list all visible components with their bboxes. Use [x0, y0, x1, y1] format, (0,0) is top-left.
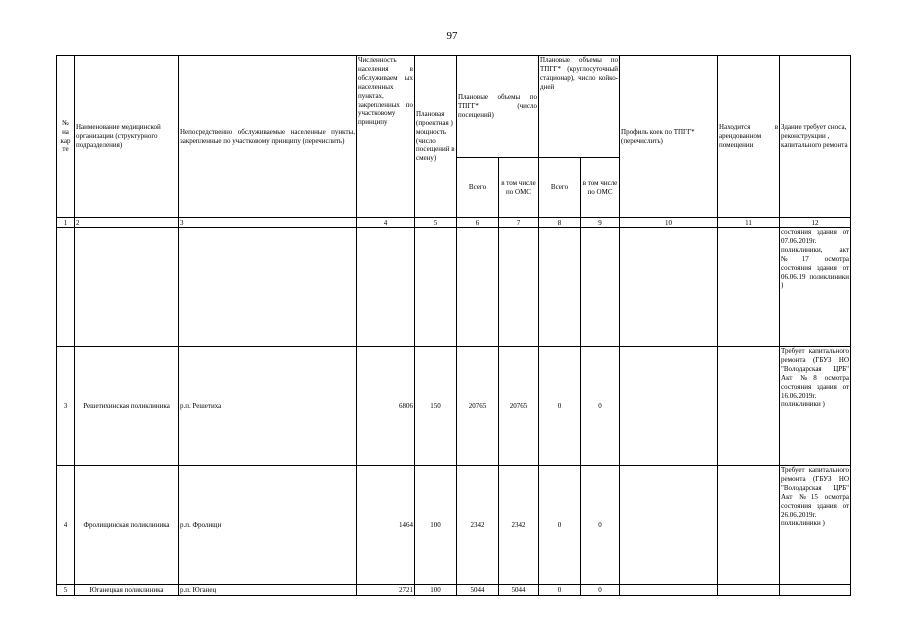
rented-premises	[718, 347, 780, 466]
visits-total: 5044	[457, 585, 499, 596]
column-number: 10	[620, 218, 718, 228]
rented-premises	[718, 228, 780, 347]
organization-name: Юганецкая поликлиника	[75, 585, 179, 596]
building-notes: Требует капитального ремонта (ГБУЗ НО "Володарская ЦРБ" Акт №8 осмотра состояния здания от 16.06.2019г. поликлиники )	[780, 347, 851, 466]
beds-oms	[581, 228, 620, 347]
table-row	[57, 347, 851, 466]
header-col8: Всего	[539, 158, 581, 218]
population: 2721	[357, 585, 415, 596]
capacity: 100	[415, 466, 457, 585]
column-number: 4	[357, 218, 415, 228]
header-col10: Профиль коек по ТПГГ* (перечислить)	[620, 56, 718, 218]
column-number: 2	[75, 218, 179, 228]
visits-oms	[499, 228, 539, 347]
visits-oms: 5044	[499, 585, 539, 596]
table-row	[57, 228, 851, 347]
building-notes	[780, 585, 851, 596]
settlements	[179, 228, 357, 347]
header-col1: № на кар те	[57, 56, 75, 218]
column-number: 1	[57, 218, 75, 228]
beds-oms: 0	[581, 466, 620, 585]
bed-profile	[620, 347, 718, 466]
visits-total: 20765	[457, 347, 499, 466]
row-number: 5	[57, 585, 75, 596]
capacity: 150	[415, 347, 457, 466]
row-number: 3	[57, 347, 75, 466]
header-col6: Всего	[457, 158, 499, 218]
column-number: 5	[415, 218, 457, 228]
header-visits-group: Плановые объемы по ТПГГ* (число посещений)	[457, 56, 539, 158]
population: 1464	[357, 466, 415, 585]
organization-name: Решетихинская поликлиника	[75, 347, 179, 466]
organization-name	[75, 228, 179, 347]
header-col3: Непосредственно обслуживаемые населенные пункты, закрепленные по участковому принципу (перечислить)	[179, 56, 357, 218]
row-number	[57, 228, 75, 347]
population	[357, 228, 415, 347]
beds-total: 0	[539, 466, 581, 585]
header-col7: в том числе по ОМС	[499, 158, 539, 218]
settlements: р.п. Решетиха	[179, 347, 357, 466]
beds-total	[539, 228, 581, 347]
header-col9: в том числе по ОМС	[581, 158, 620, 218]
building-notes: Требует капитального ремонта (ГБУЗ НО "Володарская ЦРБ" Акт №15 осмотра состояния здания от 26.06.2019г. поликлиники )	[780, 466, 851, 585]
organization-name: Фролищинская поликлиника	[75, 466, 179, 585]
column-numbers-row	[57, 218, 851, 228]
row-number: 4	[57, 466, 75, 585]
header-row	[57, 56, 851, 158]
column-number: 3	[179, 218, 357, 228]
column-number: 6	[457, 218, 499, 228]
settlements: р.п. Фролищи	[179, 466, 357, 585]
visits-oms: 2342	[499, 466, 539, 585]
beds-total: 0	[539, 585, 581, 596]
header-col5: Плановая (проектная ) мощность (число посещений в смену)	[415, 56, 457, 218]
table-row	[57, 466, 851, 585]
visits-total	[457, 228, 499, 347]
rented-premises	[718, 466, 780, 585]
rented-premises	[718, 585, 780, 596]
visits-total: 2342	[457, 466, 499, 585]
column-number: 11	[718, 218, 780, 228]
column-number: 12	[780, 218, 851, 228]
column-number: 8	[539, 218, 581, 228]
bed-profile	[620, 466, 718, 585]
header-col12: Здание требует сноса, реконструкции , капитального ремонта	[780, 56, 851, 218]
medical-organizations-table	[56, 55, 851, 596]
table-row	[57, 585, 851, 596]
beds-oms: 0	[581, 585, 620, 596]
column-number: 9	[581, 218, 620, 228]
capacity: 100	[415, 585, 457, 596]
beds-oms: 0	[581, 347, 620, 466]
bed-profile	[620, 585, 718, 596]
building-notes: состояния здания от 07.06.2019г. поликлиники, акт №17 осмотра состояния здания от 06.06.19 поликлиники )	[780, 228, 851, 347]
column-number: 7	[499, 218, 539, 228]
capacity	[415, 228, 457, 347]
page-number: 97	[446, 30, 458, 42]
header-col4: Численность населения в обслуживаем ых населенных пунктах, закрепленных по участковому принципу	[357, 56, 415, 218]
header-col2: Наименование медицинской организации (структурного подразделения)	[75, 56, 179, 218]
beds-total: 0	[539, 347, 581, 466]
header-col11: Находится в арендованном помещении	[718, 56, 780, 218]
bed-profile	[620, 228, 718, 347]
visits-oms: 20765	[499, 347, 539, 466]
population: 6806	[357, 347, 415, 466]
settlements: р.п. Юганец	[179, 585, 357, 596]
header-beds-group: Плановые объемы по ТПГГ* (круглосуточный стационар), число койко-дней	[539, 56, 620, 158]
